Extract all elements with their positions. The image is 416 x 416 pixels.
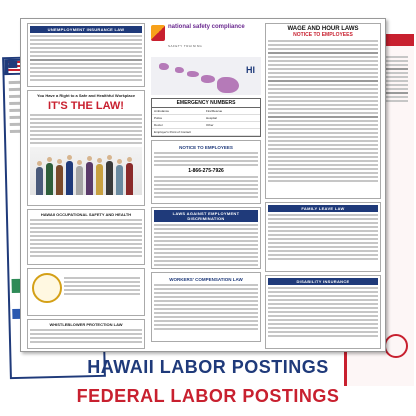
wage-subtitle: NOTICE TO EMPLOYEES xyxy=(293,32,353,38)
safety-law-block xyxy=(27,90,145,206)
disability-title: DISABILITY INSURANCE xyxy=(268,278,378,285)
emergency-title: EMERGENCY NUMBERS xyxy=(152,99,260,108)
hawaii-poster-col-1 xyxy=(27,23,145,351)
hawaii-state-seal-icon xyxy=(32,273,62,303)
wage-title: WAGE AND HOUR LAWS xyxy=(287,26,359,32)
hawaii-poster xyxy=(20,18,386,352)
notice-phone: 1-866-275-7926 xyxy=(188,168,224,174)
state-badge: HI xyxy=(246,65,255,75)
wage-hour-block xyxy=(265,23,381,199)
emergency-numbers-box xyxy=(151,98,261,137)
hawaii-poster-col-2 xyxy=(151,23,261,351)
hawaii-labor-postings-label: HAWAII LABOR POSTINGS xyxy=(87,357,329,377)
brand-name: national safety compliance xyxy=(168,24,245,30)
whistleblower-block xyxy=(27,319,145,349)
unemployment-insurance-block xyxy=(27,23,145,87)
emergency-row: Ambulance Fire/Rescue xyxy=(152,108,260,115)
national-safety-compliance-logo-icon xyxy=(151,25,165,41)
safety-intro: You Have a Right to a Safe and Healthful Workplace xyxy=(36,93,136,98)
notice-title: NOTICE TO EMPLOYEES xyxy=(179,145,233,150)
discrimination-title: LAWS AGAINST EMPLOYMENT DISCRIMINATION xyxy=(154,210,258,222)
brand-sub: SAFETY TRAINING xyxy=(168,44,203,48)
discrimination-block xyxy=(151,207,261,269)
family-leave-title: FAMILY LEAVE LAW xyxy=(268,205,378,212)
notice-block xyxy=(151,140,261,204)
hiosh-header: HAWAII OCCUPATIONAL SAFETY AND HEALTH xyxy=(40,212,132,217)
unemployment-header: UNEMPLOYMENT INSURANCE LAW xyxy=(30,26,142,33)
brand-block xyxy=(151,23,261,57)
law-title: IT'S THE LAW! xyxy=(48,100,124,112)
emergency-row: Police Hospital xyxy=(152,115,260,122)
hawaii-map xyxy=(151,57,261,95)
workers-comp-title: WORKERS' COMPENSATION LAW xyxy=(169,277,243,282)
whistleblower-header: WHISTLEBLOWER PROTECTION LAW xyxy=(49,322,123,327)
workers-photo xyxy=(30,147,142,195)
hawaii-poster-col-3 xyxy=(265,23,381,351)
federal-labor-postings-label: FEDERAL LABOR POSTINGS xyxy=(76,386,340,406)
emergency-row: Doctor Other xyxy=(152,122,260,129)
state-seal-block xyxy=(27,268,145,316)
family-leave-block xyxy=(265,202,381,272)
emergency-row: Employer's Point of Contact xyxy=(152,129,260,136)
workers-comp-block xyxy=(151,272,261,342)
hiosh-block xyxy=(27,209,145,265)
federal-seal-icon xyxy=(384,334,408,358)
disability-block xyxy=(265,275,381,349)
